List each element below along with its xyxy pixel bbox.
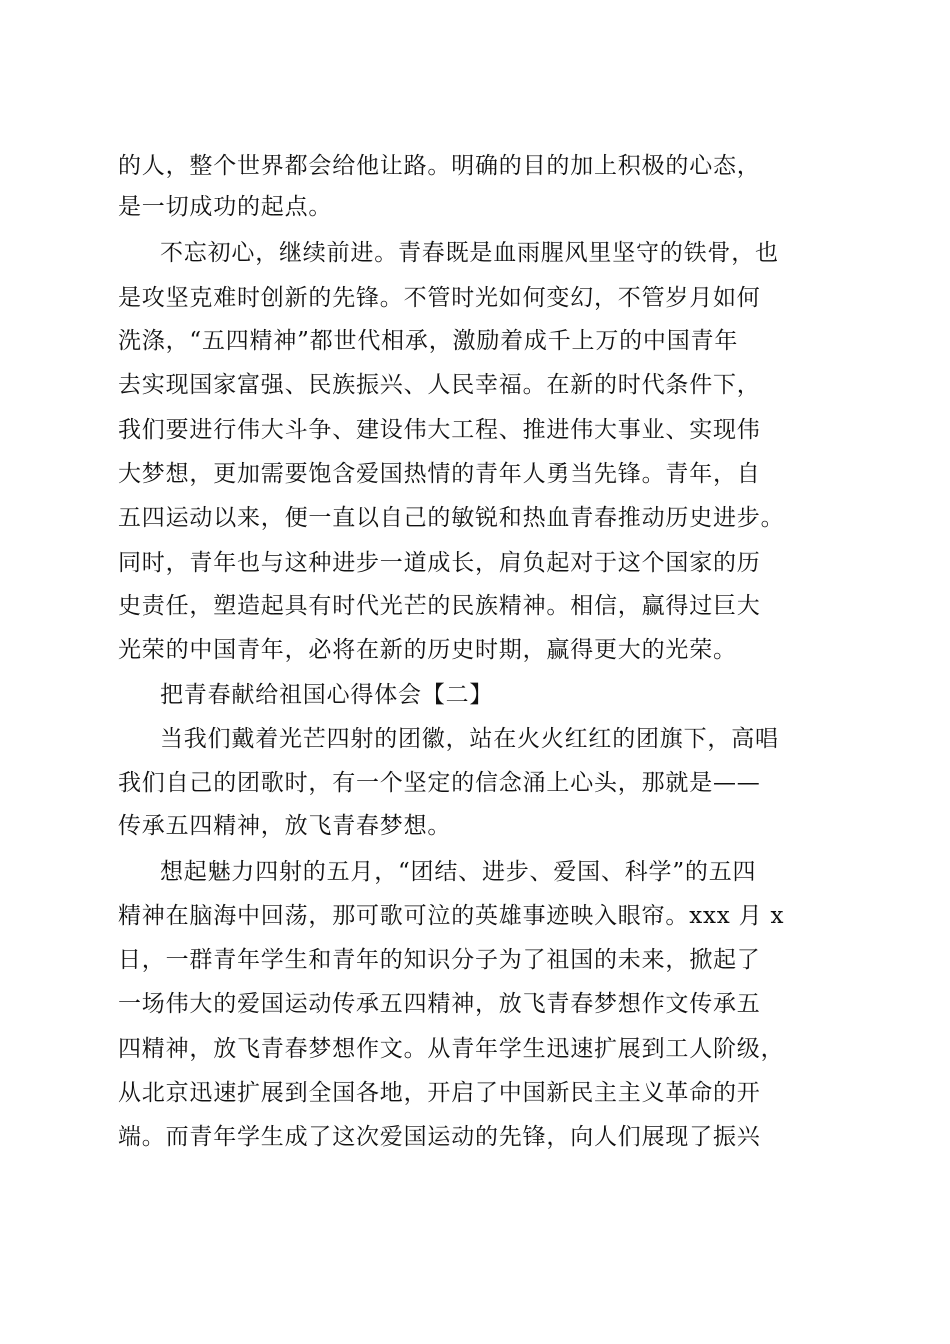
text-line: 我们自己的团歌时，有一个坚定的信念涌上心头，那就是—— (118, 770, 761, 796)
text-line: 的人，整个世界都会给他让路。明确的目的加上积极的心态， (118, 153, 761, 179)
text-line: 传承五四精神，放飞青春梦想。 (118, 813, 452, 839)
text-line: 去实现国家富强、民族振兴、人民幸福。在新的时代条件下， (118, 372, 761, 398)
text-line: 是一切成功的起点。 (118, 194, 333, 220)
text-line: 四精神，放飞青春梦想作文。从青年学生迅速扩展到工人阶级， (118, 1036, 785, 1062)
text-line: 从北京迅速扩展到全国各地，开启了中国新民主主义革命的开 (118, 1080, 761, 1106)
section-heading: 把青春献给祖国心得体会【二】 (160, 682, 494, 708)
text-line: 五四运动以来，便一直以自己的敏锐和热血青春推动历史进步。 (118, 505, 785, 531)
text-line: 精神在脑海中回荡，那可歌可泣的英雄事迹映入眼帘。xxx 月 x (118, 903, 785, 929)
text-line: 一场伟大的爱国运动传承五四精神，放飞青春梦想作文传承五 (118, 991, 761, 1017)
text-line: 我们要进行伟大斗争、建设伟大工程、推进伟大事业、实现伟 (118, 417, 761, 443)
text-line: 日，一群青年学生和青年的知识分子为了祖国的未来，掀起了 (118, 947, 761, 973)
text-line: 史责任，塑造起具有时代光芒的民族精神。相信，赢得过巨大 (118, 593, 761, 619)
text-line: 光荣的中国青年，必将在新的历史时期，赢得更大的光荣。 (118, 637, 737, 663)
text-line: 洗涤，“五四精神”都世代相承，激励着成千上万的中国青年 (118, 328, 739, 354)
text-line: 当我们戴着光芒四射的团徽，站在火火红红的团旗下，高唱 (160, 726, 779, 752)
text-line: 想起魅力四射的五月，“团结、进步、爱国、科学”的五四 (160, 859, 757, 885)
text-line: 不忘初心，继续前进。青春既是血雨腥风里坚守的铁骨，也 (160, 240, 779, 266)
text-line: 端。而青年学生成了这次爱国运动的先锋，向人们展现了振兴 (118, 1124, 761, 1150)
text-line: 大梦想，更加需要饱含爱国热情的青年人勇当先锋。青年，自 (118, 461, 761, 487)
text-line: 同时，青年也与这种进步一道成长，肩负起对于这个国家的历 (118, 550, 761, 576)
text-line: 是攻坚克难时创新的先锋。不管时光如何变幻，不管岁月如何 (118, 285, 761, 311)
